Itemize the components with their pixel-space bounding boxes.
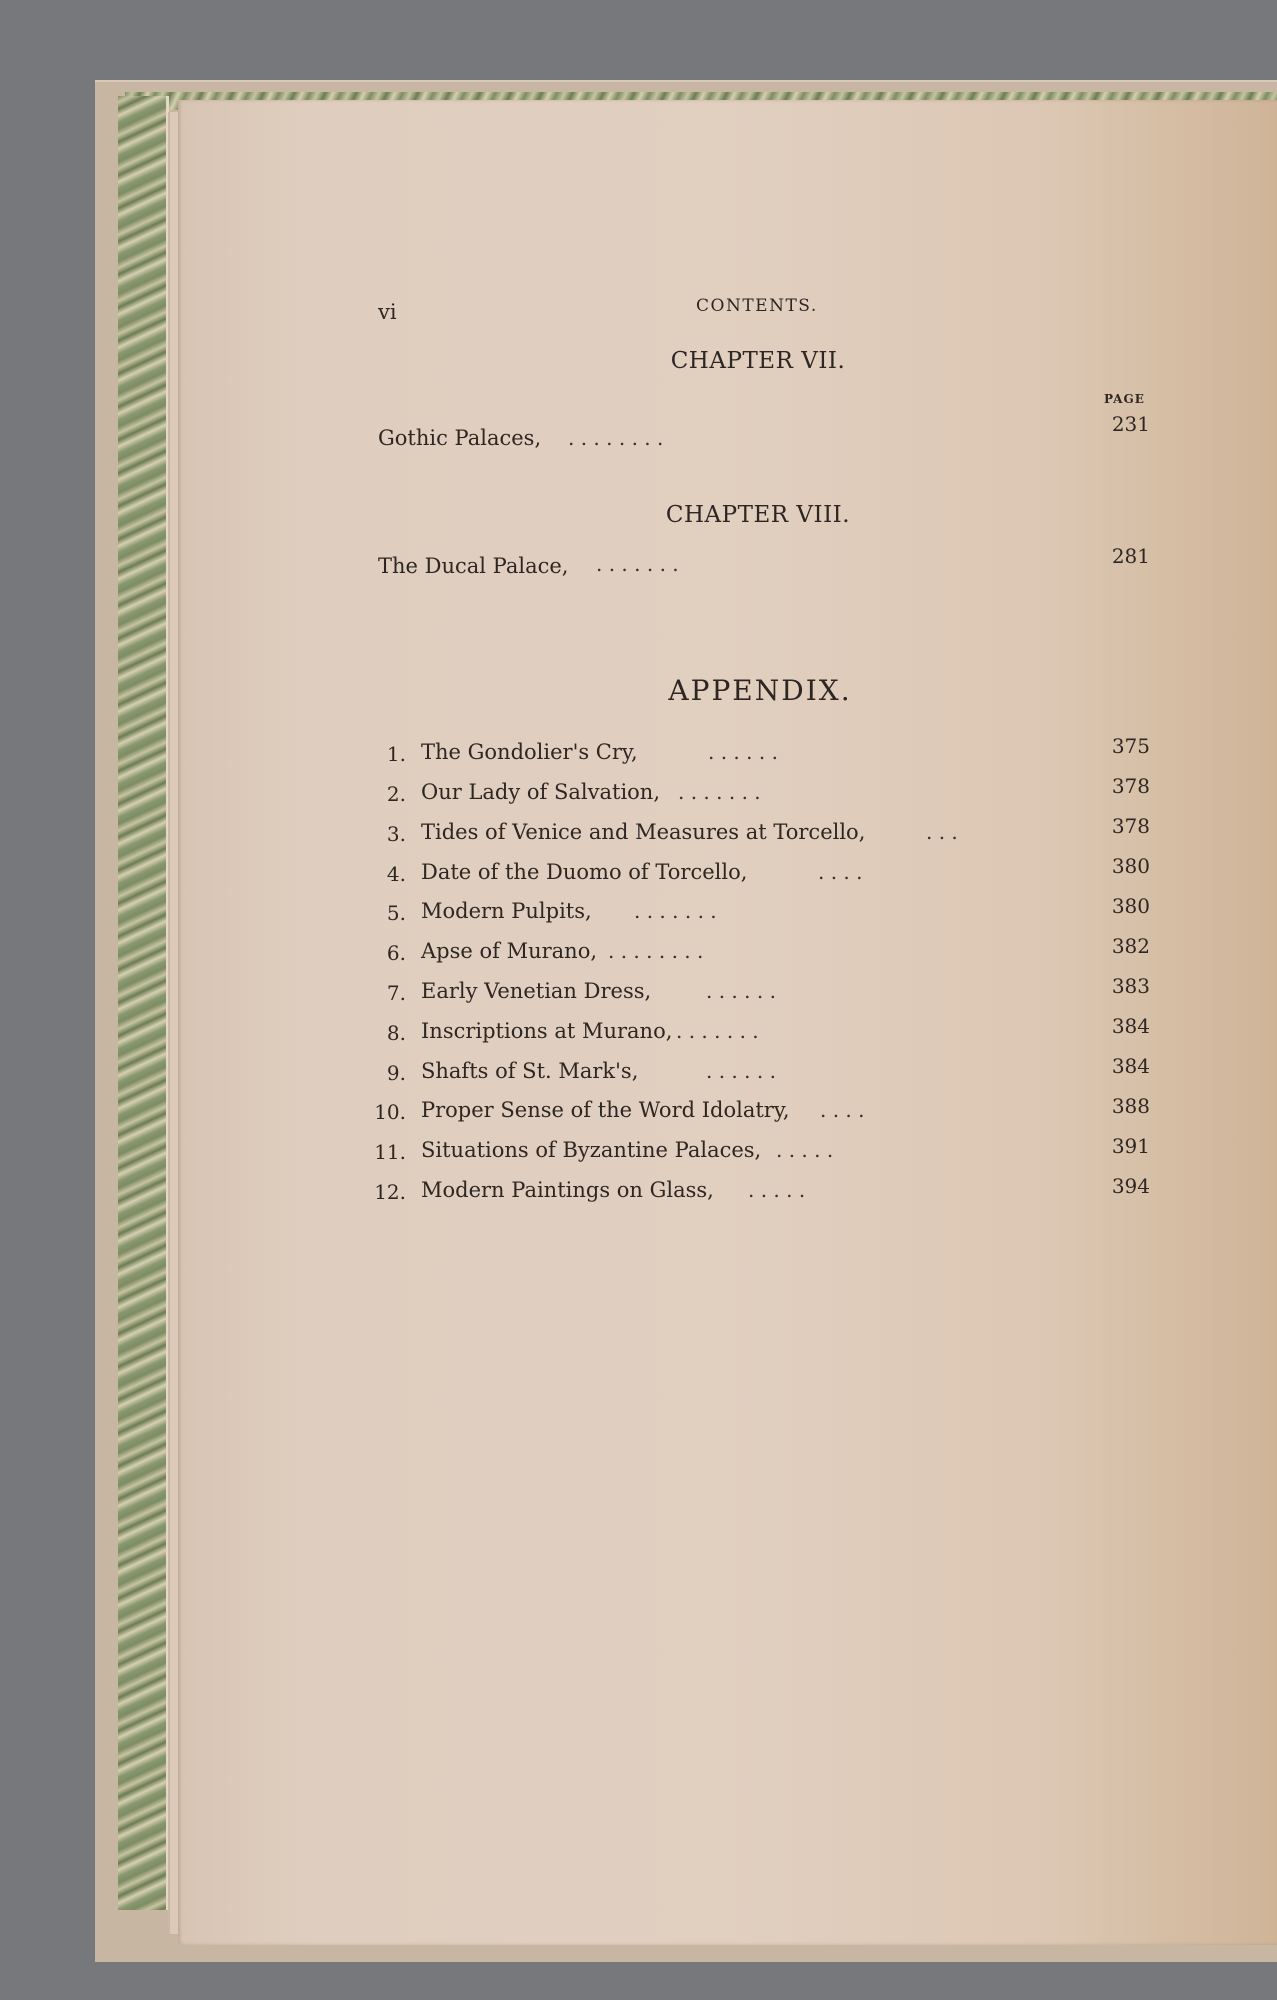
- item-number: 4.: [386, 862, 406, 886]
- item-title: Date of the Duomo of Torcello,: [421, 860, 748, 884]
- item-title: Apse of Murano,: [421, 939, 598, 963]
- chapter-title: Gothic Palaces,: [378, 426, 542, 450]
- page-column-label: PAGE: [1104, 392, 1145, 406]
- item-title: Shafts of St. Mark's,: [421, 1059, 639, 1083]
- item-title: Proper Sense of the Word Idolatry,: [421, 1098, 790, 1122]
- item-title: Tides of Venice and Measures at Torcello,: [421, 820, 866, 844]
- item-title: Inscriptions at Murano,: [421, 1019, 673, 1043]
- leader-dots: . . . . .: [748, 1178, 806, 1198]
- item-title: The Gondolier's Cry,: [421, 740, 638, 764]
- item-number: 1.: [386, 742, 406, 766]
- leader-dots: . . . . .: [776, 1138, 834, 1158]
- leader-dots: . . . . . . .: [678, 780, 761, 800]
- chapter-title: The Ducal Palace,: [378, 554, 569, 578]
- item-number: 12.: [374, 1180, 406, 1204]
- item-page: 391: [1111, 1134, 1150, 1158]
- chapter-heading: CHAPTER VIII.: [665, 502, 851, 528]
- item-page: 378: [1111, 774, 1150, 798]
- item-number: 2.: [386, 782, 406, 806]
- leader-dots: . . . . . . .: [676, 1019, 759, 1039]
- item-page: 380: [1111, 894, 1150, 918]
- leader-dots: . . . .: [818, 860, 863, 880]
- item-number: 7.: [386, 981, 406, 1005]
- item-page: 382: [1111, 934, 1150, 958]
- leader-dots: . . . . . .: [706, 1059, 776, 1079]
- leader-dots: . . . . . .: [706, 979, 776, 999]
- item-title: Our Lady of Salvation,: [421, 780, 660, 804]
- item-page: 383: [1111, 974, 1150, 998]
- leader-dots: . . . . . .: [708, 740, 778, 760]
- item-number: 9.: [386, 1061, 406, 1085]
- item-title: Modern Paintings on Glass,: [421, 1178, 714, 1202]
- item-page: 388: [1111, 1094, 1150, 1118]
- item-title: Early Venetian Dress,: [421, 979, 652, 1003]
- leader-dots: . . . . . . .: [634, 899, 717, 919]
- appendix-heading: APPENDIX.: [668, 674, 852, 707]
- item-title: Modern Pulpits,: [421, 899, 592, 923]
- item-number: 11.: [374, 1140, 406, 1164]
- item-title: Situations of Byzantine Palaces,: [421, 1138, 762, 1162]
- page-number: vi: [378, 300, 397, 324]
- item-number: 5.: [386, 901, 406, 925]
- item-page: 375: [1111, 734, 1150, 758]
- leader-dots: . . . . . . .: [596, 552, 679, 572]
- item-number: 8.: [386, 1021, 406, 1045]
- leader-dots: . . .: [926, 820, 958, 840]
- leader-dots: . . . . . . . .: [568, 426, 664, 446]
- item-number: 10.: [374, 1100, 406, 1124]
- item-page: 384: [1111, 1054, 1150, 1078]
- chapter-page: 231: [1111, 412, 1150, 436]
- item-page: 394: [1111, 1174, 1150, 1198]
- chapter-page: 281: [1111, 544, 1150, 568]
- item-page: 380: [1111, 854, 1150, 878]
- item-number: 3.: [386, 822, 406, 846]
- item-number: 6.: [386, 941, 406, 965]
- item-page: 378: [1111, 814, 1150, 838]
- leader-dots: . . . . . . . .: [608, 939, 704, 959]
- chapter-heading: CHAPTER VII.: [670, 348, 846, 374]
- item-page: 384: [1111, 1014, 1150, 1038]
- running-title: CONTENTS.: [696, 296, 818, 316]
- leader-dots: . . . .: [820, 1098, 865, 1118]
